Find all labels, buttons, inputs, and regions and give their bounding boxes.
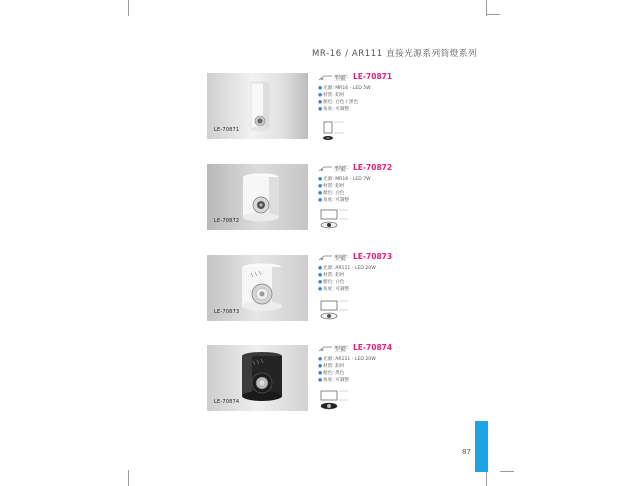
section-tab: [475, 421, 488, 472]
lamp-icon: [318, 345, 334, 353]
model-code: LE-70872: [353, 163, 393, 172]
model-separator: :: [346, 73, 349, 80]
spec-row: ●角度: 可調整: [318, 198, 349, 203]
spec-row: ●顏色: 白色: [318, 191, 345, 196]
dimension-drawing: [318, 299, 358, 321]
model-label: 型號: [334, 346, 347, 353]
model-label: 型號: [334, 166, 347, 173]
page-number: 87: [462, 448, 471, 456]
spec-block-3: [318, 253, 478, 293]
spec-row: ●角度: 可調整: [318, 378, 349, 383]
spec-row: ●顏色: 白色 / 黑色: [318, 100, 359, 105]
photo-model-label: LE-70872: [214, 218, 240, 224]
spec-header: [318, 164, 478, 176]
spec-row: ●光源: AR111 - LED 20W: [318, 357, 376, 362]
model-separator: :: [346, 164, 349, 171]
photo-model-label: LE-70873: [214, 309, 240, 315]
crop-mark: [128, 0, 129, 16]
spec-row: ●顏色: 白色: [318, 280, 345, 285]
model-code: LE-70874: [353, 343, 393, 352]
dimension-drawing: [318, 389, 358, 411]
photo-model-label: LE-70874: [214, 399, 240, 405]
model-separator: :: [346, 344, 349, 351]
spec-block-1: [318, 73, 478, 113]
spec-row: ●材質: 鋁材: [318, 273, 345, 278]
lamp-icon: [318, 165, 334, 173]
spec-block-2: [318, 164, 478, 204]
page-title: MR-16 / AR111 直接光源系列筒燈系列: [312, 49, 478, 59]
spec-header: [318, 253, 478, 265]
crop-mark: [486, 470, 487, 486]
spec-row: ●材質: 鋁材: [318, 93, 345, 98]
product-photo-1: [207, 73, 308, 139]
spec-row: ●光源: AR111 - LED 20W: [318, 266, 376, 271]
spec-row: ●材質: 鋁材: [318, 364, 345, 369]
spec-header: [318, 73, 478, 85]
product-photo-4: [207, 345, 308, 411]
product-photo-3: [207, 255, 308, 321]
dimension-drawing: [318, 208, 358, 230]
product-photo-2: [207, 164, 308, 230]
photo-model-label: LE-70871: [214, 127, 240, 133]
spec-row: ●材質: 鋁材: [318, 184, 345, 189]
spec-block-4: [318, 344, 478, 384]
spec-header: [318, 344, 478, 356]
lamp-icon: [318, 254, 334, 262]
model-code: LE-70871: [353, 72, 393, 81]
model-code: LE-70873: [353, 252, 393, 261]
lamp-icon: [318, 74, 334, 82]
spec-row: ●顏色: 黑色: [318, 371, 345, 376]
spec-row: ●光源: MR16 - LED 5W: [318, 86, 371, 91]
crop-mark: [500, 471, 514, 472]
model-label: 型號: [334, 75, 347, 82]
model-separator: :: [346, 253, 349, 260]
spec-row: ●角度: 可調整: [318, 287, 349, 292]
dimension-drawing: [318, 120, 358, 142]
crop-mark: [128, 470, 129, 486]
spec-row: ●角度: 可調整: [318, 107, 349, 112]
model-label: 型號: [334, 255, 347, 262]
crop-mark: [486, 14, 500, 15]
spec-row: ●光源: MR16 - LED 7W: [318, 177, 371, 182]
